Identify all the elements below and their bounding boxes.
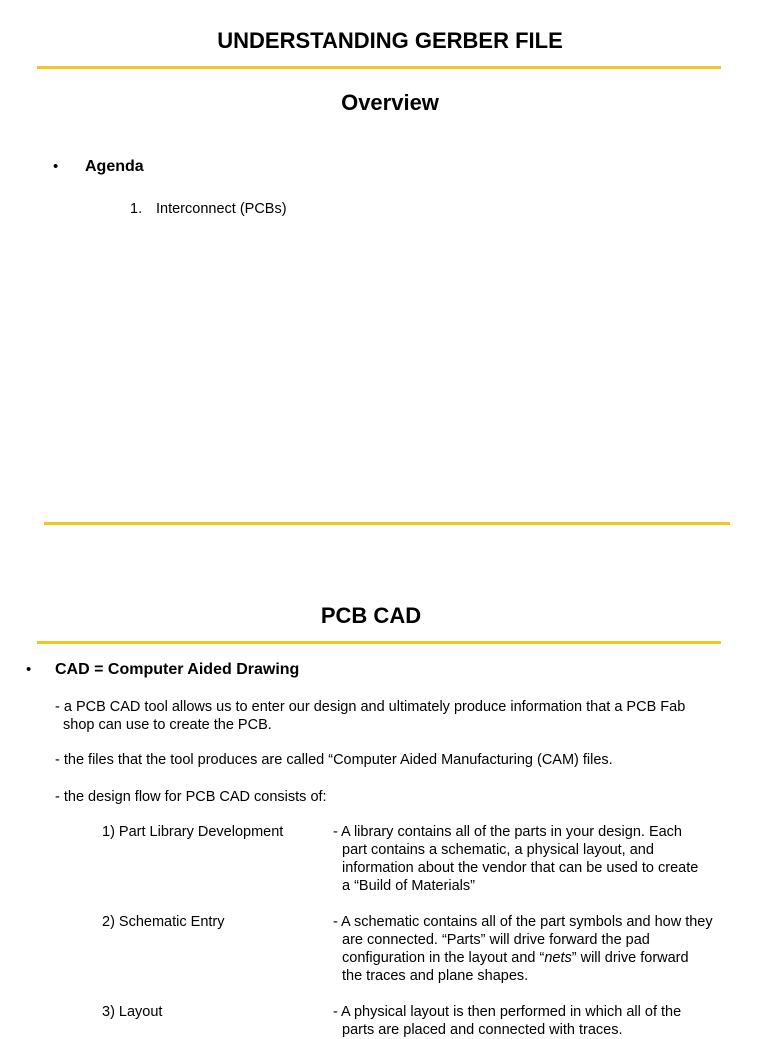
flow-step-label: 3) Layout — [102, 1004, 163, 1020]
agenda-item-text: Interconnect (PCBs) — [156, 201, 287, 217]
paragraph-text: - a PCB CAD tool allows us to enter our design and ultimately produce information that a PCB Fab shop can use to create the PCB. — [55, 699, 686, 733]
agenda-item-number: 1. — [130, 201, 143, 217]
nets-emphasis: nets — [544, 950, 572, 966]
flow-step-desc-line: are connected. “Parts” will drive forward the pad — [342, 932, 650, 948]
desc-text: ” will drive forward — [571, 950, 689, 966]
flow-step-desc-line: parts are placed and connected with traces. — [342, 1022, 623, 1038]
slide-divider-rule — [44, 522, 730, 525]
paragraph-cam-files: - the files that the tool produces are called “Computer Aided Manufacturing (CAM) files. — [55, 752, 613, 768]
bullet-dot: • — [26, 661, 32, 678]
paragraph-design-flow: - the design flow for PCB CAD consists of: — [55, 789, 327, 805]
slide1-subtitle: Overview — [341, 90, 439, 115]
cad-bullet: CAD = Computer Aided Drawing — [55, 661, 300, 678]
flow-step-desc-line: a “Build of Materials” — [342, 878, 475, 894]
flow-step-desc-line: part contains a schematic, a physical layout, and — [342, 842, 654, 858]
desc-text: configuration in the layout and “ — [342, 950, 545, 966]
flow-step-desc-line: - A library contains all of the parts in your design. Each — [333, 824, 682, 840]
flow-step-desc-line: the traces and plane shapes. — [342, 968, 529, 984]
slide1-title-rule — [37, 66, 721, 69]
agenda-bullet: Agenda — [85, 158, 144, 175]
paragraph-cad-tool — [55, 698, 715, 734]
slide2-title: PCB CAD — [320, 603, 422, 628]
flow-step-label: 1) Part Library Development — [102, 824, 284, 840]
slide2-title-rule — [37, 641, 721, 644]
slide1-title: UNDERSTANDING GERBER FILE — [217, 28, 563, 53]
flow-step-desc-line: information about the vendor that can be used to create — [342, 860, 699, 876]
flow-step-desc-line — [342, 949, 689, 967]
bullet-dot: • — [53, 158, 59, 175]
flow-step-label: 2) Schematic Entry — [102, 914, 225, 930]
flow-step-desc-line: - A physical layout is then performed in which all of the — [333, 1004, 682, 1020]
flow-step-desc-line: - A schematic contains all of the part symbols and how they — [333, 914, 713, 930]
